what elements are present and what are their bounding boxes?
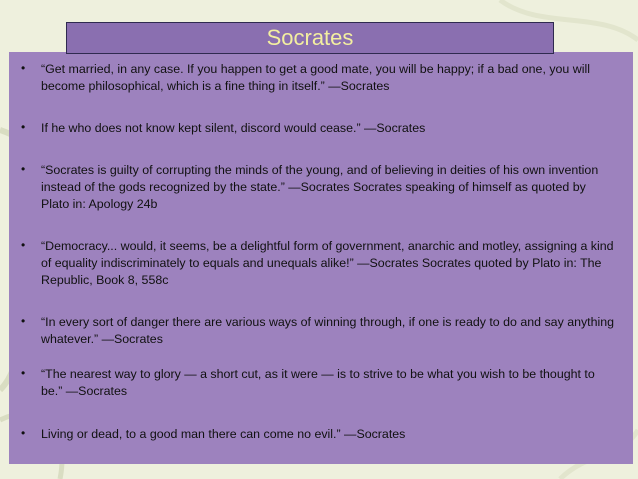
quote-text: If he who does not know kept silent, discord would cease.” —Socrates xyxy=(41,121,426,135)
bullet-icon: • xyxy=(21,61,26,75)
bullet-icon: • xyxy=(21,238,26,252)
quote-text: Living or dead, to a good man there can come no evil.” —Socrates xyxy=(41,427,406,441)
slide-title: Socrates xyxy=(266,25,354,50)
quote-text: “Get married, in any case. If you happen to get a good mate, you will be happy; if a bad one, you will become philosophical, which is a fine thing in itself.” —Socrates xyxy=(41,62,590,93)
quote-text: “Democracy... would, it seems, be a delightful form of government, anarchic and motley, assigning a kind of equality indiscriminately to equals and unequals alike!” —Socrates Socrates quoted by Plato in: The Republic, Book 8, 558c xyxy=(41,239,614,287)
quote-text: “Socrates is guilty of corrupting the minds of the young, and of believing in deities of his own invention instead of the gods recognized by the state.” —Socrates Socrates speaking of himself as quoted by Plato in: Apology 24b xyxy=(41,163,599,211)
content-panel xyxy=(9,52,633,464)
quote-text: “In every sort of danger there are various ways of winning through, if one is ready to do and say anything whatever.” —Socrates xyxy=(41,315,615,346)
bullet-icon: • xyxy=(21,120,26,134)
bullet-icon: • xyxy=(21,162,26,176)
bullet-icon: • xyxy=(21,314,26,328)
quote-text: “The nearest way to glory — a short cut, as it were — is to strive to be what you wish to be thought to be.” —Socrates xyxy=(41,367,595,398)
bullet-icon: • xyxy=(21,366,26,380)
bullet-icon: • xyxy=(21,426,26,440)
title-bar xyxy=(66,22,554,54)
